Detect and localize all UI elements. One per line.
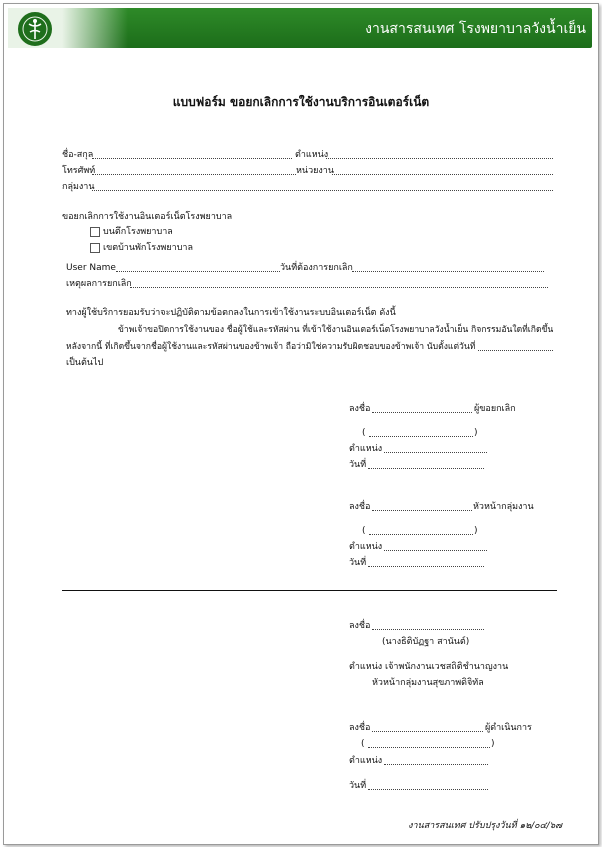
approver-position-line2: หัวหน้ากลุ่มงานสุขภาพดิจิทัล	[372, 678, 484, 688]
signer1-sign-line[interactable]	[372, 412, 472, 413]
operator-position-line[interactable]	[384, 764, 488, 765]
agreement-line-2: ข้าพเจ้าขอปิดการใช้งานของ ชื่อผู้ใช้และรหัสผ่าน ที่เข้าใช้งานอินเตอร์เน็ตโรงพยาบาลวังน้ำเย็น กิจกรรมอันใดที่เกิดขึ้น	[118, 325, 554, 335]
phone-label: โทรศัพท์	[62, 166, 96, 176]
operator-position-label: ตำแหน่ง	[349, 756, 383, 766]
signer2-date-line[interactable]	[368, 566, 484, 567]
phone-line[interactable]	[92, 174, 296, 175]
name-line[interactable]	[92, 158, 292, 159]
position-label: ตำแหน่ง	[295, 150, 329, 160]
approver-sign-line[interactable]	[372, 629, 484, 630]
signer2-position-label: ตำแหน่ง	[349, 542, 383, 552]
signer2-sign-label: ลงชื่อ	[349, 502, 371, 512]
signer1-sign-label: ลงชื่อ	[349, 404, 371, 414]
signer2-date-label: วันที่	[349, 558, 367, 568]
signer1-date-line[interactable]	[368, 468, 484, 469]
cancel-date-label: วันที่ต้องการยกเลิก	[280, 263, 353, 273]
position-line[interactable]	[326, 158, 553, 159]
name-label: ชื่อ-สกุล	[62, 150, 94, 160]
ministry-logo-icon	[16, 10, 54, 48]
signer1-open-paren: (	[362, 428, 366, 438]
username-line[interactable]	[116, 271, 280, 272]
agreement-line-1: ทางผู้ใช้บริการยอมรับว่าจะปฏิบัติตามข้อตกลงในการเข้าใช้งานระบบอินเตอร์เน็ต ดังนี้	[66, 308, 396, 318]
form-title: แบบฟอร์ม ขอยกเลิกการใช้งานบริการอินเตอร์เน็ต	[172, 95, 430, 109]
signer2-name-line[interactable]	[369, 534, 473, 535]
group-line[interactable]	[92, 190, 553, 191]
signer1-close-paren: )	[474, 428, 478, 438]
reason-label: เหตุผลการยกเลิก	[66, 279, 132, 289]
operator-name-line[interactable]	[368, 747, 490, 748]
operator-sign-label: ลงชื่อ	[349, 723, 371, 733]
cancel-heading: ขอยกเลิกการใช้งานอินเตอร์เน็ตโรงพยาบาล	[62, 212, 233, 222]
effective-date-line[interactable]	[478, 350, 553, 351]
operator-date-label: วันที่	[349, 781, 367, 791]
signer1-date-label: วันที่	[349, 460, 367, 470]
cancel-date-line[interactable]	[352, 271, 544, 272]
unit-line[interactable]	[332, 174, 553, 175]
signer2-sign-line[interactable]	[372, 510, 472, 511]
unit-label: หน่วยงาน	[296, 166, 335, 176]
agreement-line-3: หลังจากนี้ ที่เกิดขึ้นจากชื่อผู้ใช้งานและรหัสผ่านของข้าพเจ้า ถือว่ามิใช่ความรับผิดชอบของข้าพเจ้า นับตั้งแต่วันที่	[66, 342, 476, 352]
operator-open-paren: (	[361, 739, 365, 749]
signer1-position-line[interactable]	[384, 452, 487, 453]
reason-line[interactable]	[130, 287, 548, 288]
operator-role: ผู้ดำเนินการ	[485, 723, 532, 733]
approver-position-line1: ตำแหน่ง เจ้าพนักงานเวชสถิติชำนาญงาน	[349, 662, 509, 672]
signer1-position-label: ตำแหน่ง	[349, 444, 383, 454]
footer-revision-note: งานสารสนเทศ ปรับปรุงวันที่ ๑๒/๐๔/๖๗	[408, 821, 562, 831]
option-hospital-building-label: บนตึกโรงพยาบาล	[103, 227, 173, 237]
option-staff-housing-checkbox[interactable]	[90, 243, 100, 253]
signer2-position-line[interactable]	[384, 550, 487, 551]
approver-name: (นางธิติบัฏฐา สานันต์)	[382, 637, 470, 647]
header-title: งานสารสนเทศ โรงพยาบาลวังน้ำเย็น	[365, 21, 586, 37]
page-frame	[3, 3, 599, 845]
option-staff-housing-label: เขตบ้านพักโรงพยาบาล	[103, 243, 193, 253]
option-hospital-building-checkbox[interactable]	[90, 227, 100, 237]
signer1-name-line[interactable]	[369, 436, 473, 437]
signer2-close-paren: )	[474, 526, 478, 536]
operator-close-paren: )	[491, 739, 495, 749]
operator-date-line[interactable]	[368, 789, 488, 790]
signer2-role: หัวหน้ากลุ่มงาน	[473, 502, 534, 512]
operator-sign-line[interactable]	[372, 731, 483, 732]
section-divider	[62, 590, 557, 591]
username-label: User Name	[66, 263, 116, 273]
signer2-open-paren: (	[362, 526, 366, 536]
group-label: กลุ่มงาน	[62, 182, 95, 192]
approver-sign-label: ลงชื่อ	[349, 621, 371, 631]
agreement-line-4: เป็นต้นไป	[66, 358, 104, 368]
signer1-role: ผู้ขอยกเลิก	[474, 404, 516, 414]
